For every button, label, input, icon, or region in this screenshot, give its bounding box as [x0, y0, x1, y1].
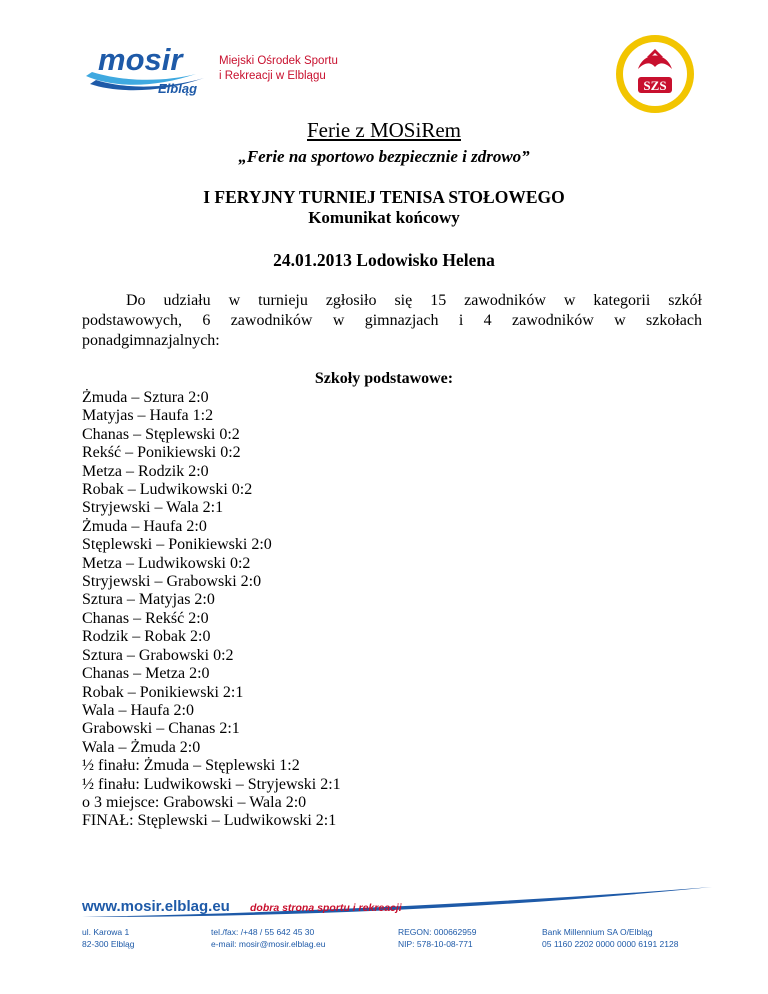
- logo-sub: Elbląg: [158, 81, 198, 96]
- result-line: Chanas – Metza 2:0: [82, 665, 210, 683]
- footer-registry: REGON: 000662959 NIP: 578-10-08-771: [398, 927, 477, 949]
- page-title: Ferie z MOSiRem: [307, 118, 461, 142]
- result-line: Metza – Ludwikowski 0:2: [82, 554, 251, 572]
- footer-tagline: dobra strona sportu i rekreacji: [250, 902, 402, 914]
- communique-label: Komunikat końcowy: [308, 208, 460, 227]
- result-line: Chanas – Rekść 2:0: [82, 609, 209, 627]
- results-list: [82, 389, 341, 831]
- result-line: Chanas – Stęplewski 0:2: [82, 425, 240, 443]
- result-line: Żmuda – Haufa 2:0: [82, 517, 207, 535]
- result-line: Stęplewski – Ponikiewski 2:0: [82, 536, 272, 554]
- result-line: Robak – Ludwikowski 0:2: [82, 481, 253, 499]
- footer-address: ul. Karowa 1 82-300 Elbląg: [82, 927, 135, 949]
- email-link[interactable]: e-mail: mosir@mosir.elblag.eu: [211, 939, 326, 949]
- result-line: Stryjewski – Grabowski 2:0: [82, 573, 262, 591]
- result-line: Sztura – Grabowski 0:2: [82, 646, 234, 664]
- result-line: Stryjewski – Wala 2:1: [82, 499, 224, 517]
- footer-bank: Bank Millennium SA O/Elbląg 05 1160 2202 0000 0000 6191 2128: [542, 927, 679, 949]
- seal-text: SZS: [643, 78, 667, 93]
- third-place-match: o 3 miejsce: Grabowski – Wala 2:0: [82, 793, 307, 811]
- result-line: Wala – Haufa 2:0: [82, 701, 194, 719]
- final-match: FINAŁ: Stęplewski – Ludwikowski 2:1: [82, 812, 337, 830]
- section-title: Szkoły podstawowe:: [314, 370, 454, 387]
- semifinal-2: ½ finału: Ludwikowski – Stryjewski 2:1: [82, 775, 341, 793]
- intro-paragraph: Do udziału w turnieju zgłosiło się 15 zawodników w kategorii szkół podstawowych, 6 zawodników w gimnazjach i 4 zawodników w szkołach ponadgimnazjalnych:: [82, 292, 702, 349]
- organization-name: Miejski Ośrodek Sportu i Rekreacji w Elblągu: [219, 55, 338, 82]
- result-line: Matyjas – Haufa 1:2: [82, 407, 214, 425]
- szs-seal-logo: [614, 33, 696, 115]
- website-link[interactable]: www.mosir.elblag.eu: [82, 898, 230, 915]
- date-place: 24.01.2013 Lodowisko Helena: [273, 250, 495, 270]
- mosir-logo: [84, 38, 212, 98]
- result-line: Robak – Ponikiewski 2:1: [82, 683, 244, 701]
- result-line: Rekść – Ponikiewski 0:2: [82, 444, 241, 462]
- logo-text: mosir: [98, 42, 183, 77]
- result-line: Wala – Żmuda 2:0: [82, 738, 201, 756]
- semifinal-1: ½ finału: Żmuda – Stęplewski 1:2: [82, 757, 300, 775]
- result-line: Metza – Rodzik 2:0: [82, 462, 209, 480]
- footer-contact: tel./fax: /+48 / 55 642 45 30 e-mail: mosir@mosir.elblag.eu: [211, 927, 326, 949]
- result-line: Grabowski – Chanas 2:1: [82, 720, 240, 738]
- result-line: Rodzik – Robak 2:0: [82, 628, 211, 646]
- result-line: Sztura – Matyjas 2:0: [82, 591, 215, 609]
- motto: „Ferie na sportowo bezpiecznie i zdrowo”: [238, 147, 530, 166]
- tournament-name: I FERYJNY TURNIEJ TENISA STOŁOWEGO: [203, 187, 565, 207]
- result-line: Żmuda – Sztura 2:0: [82, 389, 209, 406]
